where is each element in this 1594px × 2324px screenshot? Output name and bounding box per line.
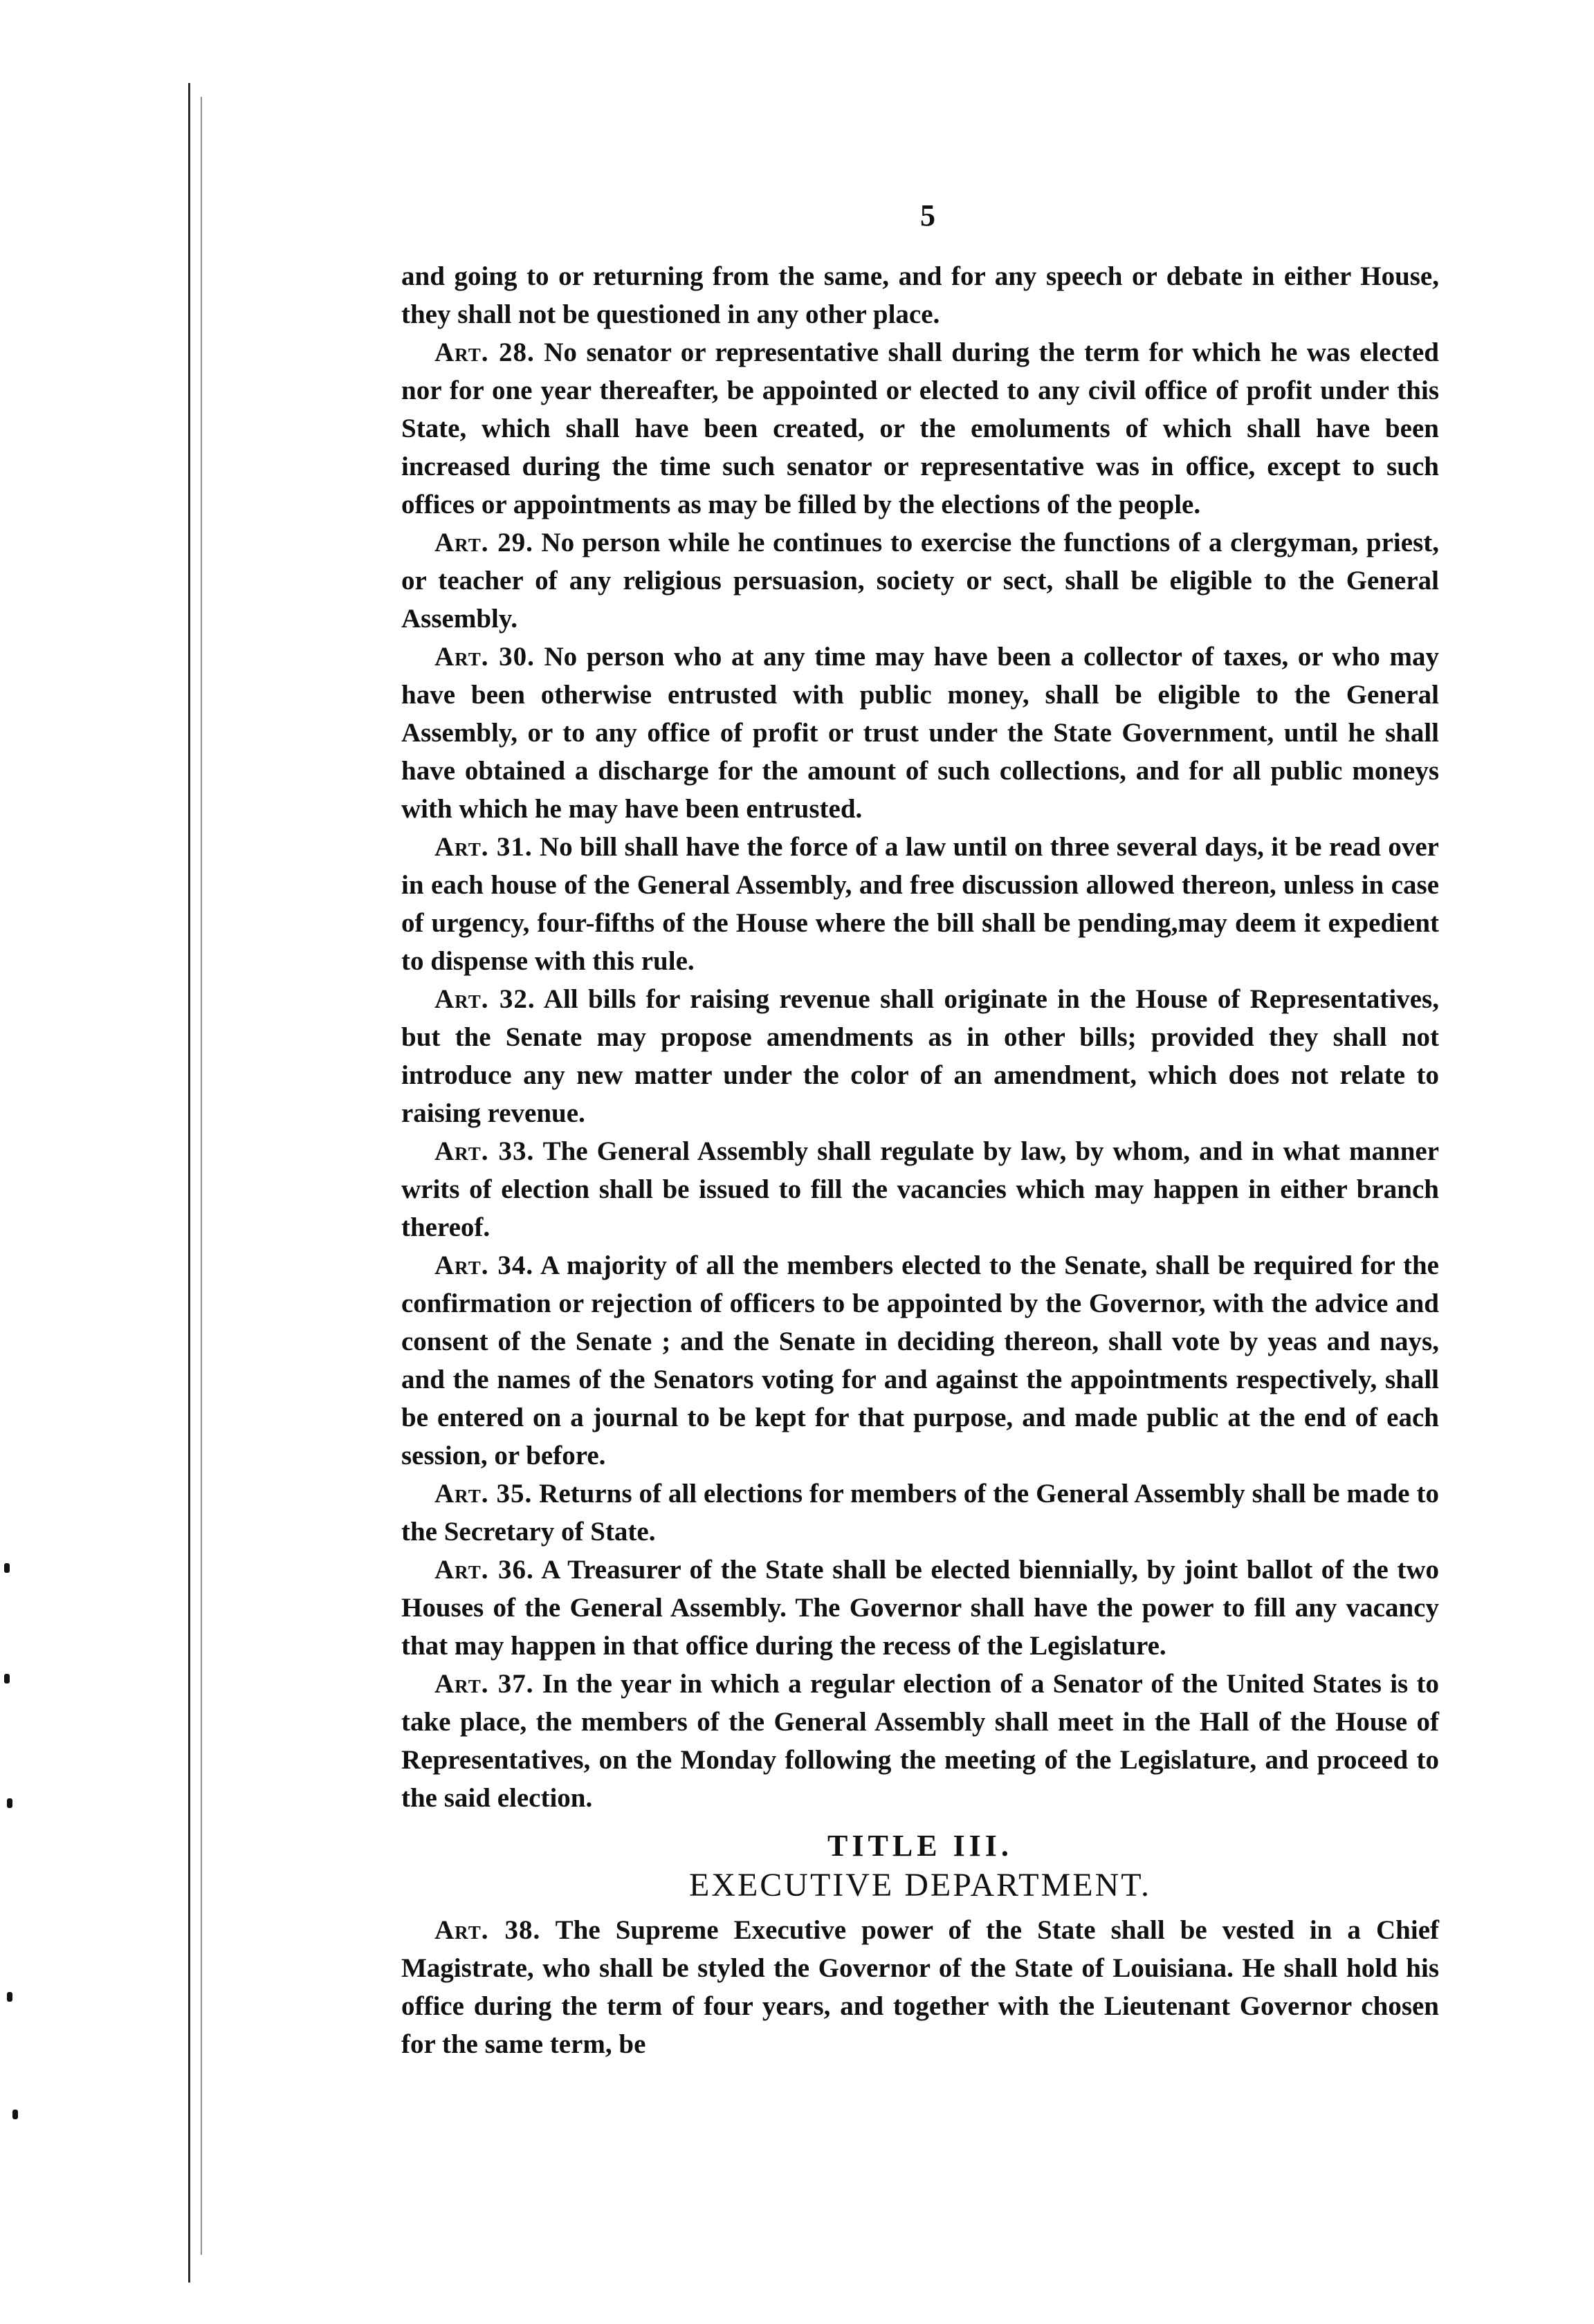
article-30 [401,638,1439,828]
article-28 [401,333,1439,524]
article-37 [401,1665,1439,1817]
article-34 [401,1246,1439,1475]
article-label: Art. 31. [434,832,533,862]
article-label: Art. 37. [434,1669,534,1699]
binding-rule-secondary [201,97,202,2255]
article-text: No person while he continues to exercise the functions of a clergyman, priest, or teacher of any religious persuasion, society or sect, shall be eligible to the General Assembly. [401,528,1439,634]
article-38 [401,1911,1439,2063]
article-text: A majority of all the members elected to the Senate, shall be required for the confirmation or rejection of officers to be appointed by the Governor, with the advice and consent of the Senate ; and the Senate in deciding thereon, shall vote by yeas and nays, and the names of the Senators voting for and against the appointments respectively, shall be entered on a journal to be kept for that purpose, and made public at the end of each session, or before. [401,1251,1439,1470]
article-35 [401,1475,1439,1551]
article-text: All bills for raising revenue shall originate in the House of Representatives, but the Senate may propose amendments as in other bills; provided they shall not introduce any new matter under the color of an amendment, which does not relate to raising revenue. [401,984,1439,1128]
article-label: Art. 35. [434,1479,533,1509]
body-text [401,257,1439,2063]
edge-speck [12,2110,18,2119]
article-text: The General Assembly shall regulate by law, by whom, and in what manner writs of election shall be issued to fill the vacancies which may happen in either branch thereof. [401,1136,1439,1242]
article-label: Art. 30. [434,642,535,672]
article-text: No person who at any time may have been a collector of taxes, or who may have been otherwise entrusted with public money, shall be eligible to the General Assembly, or to any office of profit or trust under the State Government, until he shall have obtained a discharge for the amount of such collections, and for all public moneys with which he may have been entrusted. [401,642,1439,824]
article-label: Art. 28. [434,338,535,367]
article-label: Art. 34. [434,1251,534,1280]
edge-speck [7,1798,12,1808]
paragraph-text: and going to or returning from the same, and for any speech or debate in either House, they shall not be questioned in any other place. [401,261,1439,329]
paragraph [401,257,1439,333]
article-33 [401,1132,1439,1246]
edge-speck [7,1992,12,2002]
article-29 [401,524,1439,638]
article-32 [401,980,1439,1132]
article-text: No senator or representative shall during the term for which he was elected nor for one year thereafter, be appointed or elected to any civil office of profit under this State, which shall have been created, or the emoluments of which shall have been increased during the time such senator or representative was in office, except to such offices or appointments as may be filled by the elections of the people. [401,338,1439,519]
title-heading: TITLE III. [827,1829,1013,1863]
page-number: 5 [920,199,936,232]
article-label: Art. 29. [434,528,533,557]
binding-rule [188,83,190,2282]
article-text: In the year in which a regular election of a Senator of the United States is to take place, the members of the General Assembly shall meet in the Hall of the House of Representatives, on the Monday following the meeting of the Legislature, and proceed to the said election. [401,1669,1439,1813]
article-label: Art. 36. [434,1555,534,1585]
article-31 [401,828,1439,980]
article-36 [401,1551,1439,1665]
article-label: Art. 38. [434,1915,541,1945]
article-text: Returns of all elections for members of the General Assembly shall be made to the Secretary of State. [401,1479,1439,1547]
article-text: The Supreme Executive power of the State shall be vested in a Chief Magistrate, who shall be styled the Governor of the State of Louisiana. He shall hold his office during the term of four years, and together with the Lieutenant Governor chosen for the same term, be [401,1915,1439,2059]
department-heading: EXECUTIVE DEPARTMENT. [688,1867,1152,1903]
edge-speck [4,1674,10,1684]
edge-speck [4,1563,10,1573]
article-text: A Treasurer of the State shall be elected biennially, by joint ballot of the two Houses of the General Assembly. The Governor shall have the power to fill any vacancy that may happen in that office during the recess of the Legislature. [401,1555,1439,1661]
article-text: No bill shall have the force of a law until on three several days, it be read over in each house of the General Assembly, and free discussion allowed thereon, unless in case of urgency, four-fifths of the House where the bill shall be pending,may deem it expedient to dispense with this rule. [401,832,1439,976]
article-label: Art. 33. [434,1136,535,1166]
article-label: Art. 32. [434,984,535,1014]
